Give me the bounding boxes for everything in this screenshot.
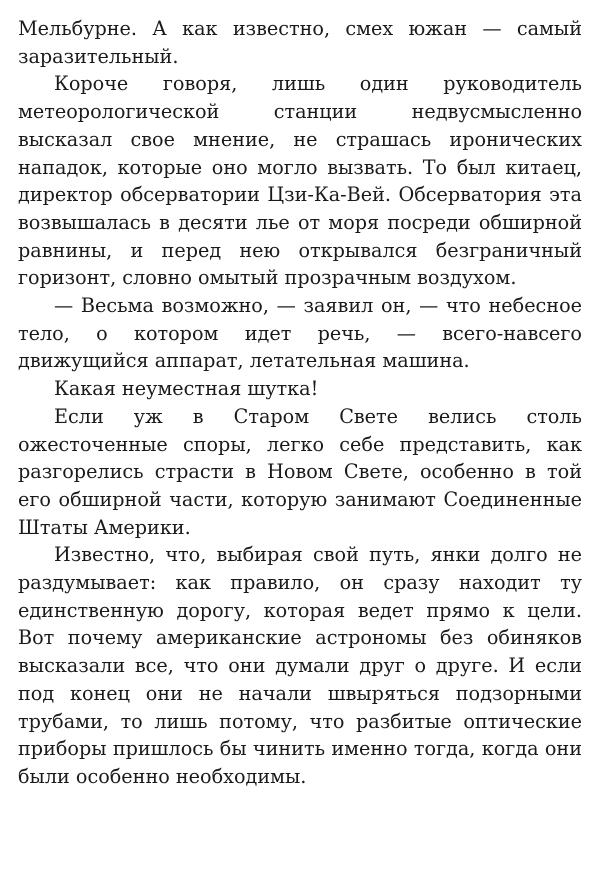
- paragraph: Известно, что, выбирая свой путь, янки долго не раздумывает: как правило, он сразу находит ту единственную дорогу, которая ведет прямо к цели. Вот почему американские астрономы без обиняков высказали все, что они думали друг о друге. И если под конец они не начали швыряться подзорными трубами, то лишь потому, что разбитые оптические приборы пришлось бы чинить именно тогда, когда они были особенно необходимы.: [18, 543, 582, 788]
- book-page: [18, 15, 582, 791]
- paragraph: Какая неуместная шутка!: [54, 377, 319, 401]
- paragraph-dialogue: — Весьма возможно, — заявил он, — что небесное тело, о котором идет речь, — всего-навсего движущийся аппарат, летательная машина.: [18, 294, 582, 373]
- paragraph: Если уж в Старом Свете велись столь ожесточенные споры, легко себе представить, как разгорелись страсти в Новом Свете, особенно в той его обширной части, которую занимают Соединенные Штаты Америки.: [18, 404, 582, 539]
- paragraph-continuation: Мельбурне. А как известно, смех южан — самый заразительный.: [18, 17, 582, 68]
- paragraph: Короче говоря, лишь один руководитель метеорологической станции недвусмысленно высказал свое мнение, не страшась иронических нападок, которые оно могло вызвать. То был китаец, директор обсерватории Цзи-Ка-Вей. Обсерватория эта возвышалась в десяти лье от моря посреди обширной равнины, и перед нею открывался безграничный горизонт, словно омытый прозрачным воздухом.: [18, 72, 582, 290]
